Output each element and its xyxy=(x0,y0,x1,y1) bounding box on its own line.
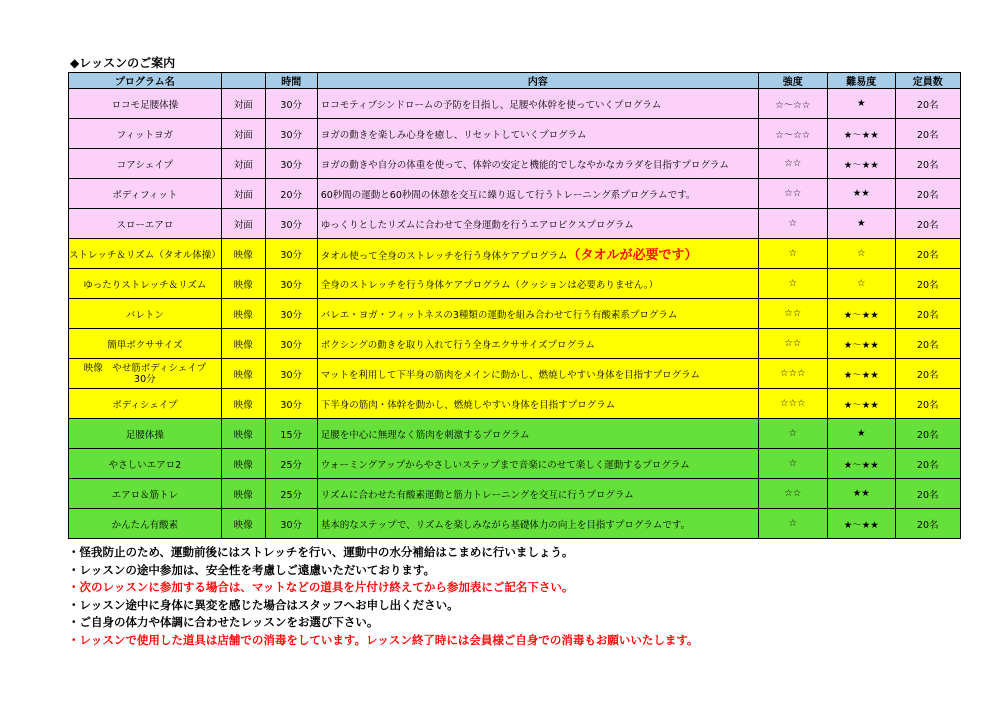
lesson-content-text: 全身のストレッチを行う身体ケアプログラム（クッションは必要ありません。） xyxy=(320,279,659,291)
lesson-difficulty: ★ xyxy=(827,89,895,119)
lesson-content xyxy=(317,269,758,299)
lesson-difficulty: ★★ xyxy=(827,479,895,509)
lesson-content-text: 下半身の筋肉・体幹を動かし、燃焼しやすい身体を目指すプログラム xyxy=(320,399,616,411)
table-row xyxy=(69,329,961,359)
lesson-time: 30分 xyxy=(265,119,317,149)
lesson-type: 対面 xyxy=(221,179,265,209)
lesson-content xyxy=(317,149,758,179)
lesson-intensity: ☆☆☆ xyxy=(758,359,827,389)
lesson-difficulty: ★～★★ xyxy=(827,329,895,359)
lesson-difficulty: ★★ xyxy=(827,179,895,209)
lesson-content xyxy=(317,89,758,119)
lesson-intensity: ☆ xyxy=(758,449,827,479)
lesson-difficulty: ★～★★ xyxy=(827,449,895,479)
program-name: バレトン xyxy=(69,299,222,329)
table-row xyxy=(69,389,961,419)
table-row xyxy=(69,449,961,479)
program-name: フィットヨガ xyxy=(69,119,222,149)
note-item: ・次のレッスンに参加する場合は、マットなどの道具を片付け終えてから参加表にご記名下さい。 xyxy=(68,580,574,594)
program-name: ロコモ足腰体操 xyxy=(69,89,222,119)
lesson-content-text: マットを利用して下半身の筋肉をメインに動かし、燃焼しやすい身体を目指すプログラム xyxy=(320,369,701,381)
lesson-capacity: 20名 xyxy=(895,329,960,359)
page-title: ◆レッスンのご案内 xyxy=(70,56,176,70)
program-name: 足腰体操 xyxy=(69,419,222,449)
lesson-content-text: タオル使って全身のストレッチを行う身体ケアプログラム xyxy=(320,251,568,262)
lesson-capacity: 20名 xyxy=(895,119,960,149)
note-item: ・レッスン途中に身体に異変を感じた場合はスタッフへお申し出ください。 xyxy=(68,597,459,612)
lesson-content xyxy=(317,299,758,329)
header-content: 内容 xyxy=(317,73,758,89)
lesson-type: 対面 xyxy=(221,119,265,149)
lesson-intensity: ☆☆ xyxy=(758,149,827,179)
lesson-content xyxy=(317,239,758,269)
lesson-capacity: 20名 xyxy=(895,89,960,119)
notes-list xyxy=(68,544,698,649)
lesson-difficulty: ★～★★ xyxy=(827,149,895,179)
table-row xyxy=(69,209,961,239)
program-name: 簡単ボクササイズ xyxy=(69,329,222,359)
lesson-time: 30分 xyxy=(265,389,317,419)
lesson-type: 対面 xyxy=(221,149,265,179)
note-item: ・怪我防止のため、運動前後にはストレッチを行い、運動中の水分補給はこまめに行いましょう。 xyxy=(68,545,574,559)
program-name: ゆったりストレッチ＆リズム xyxy=(69,269,222,299)
lesson-content-text: ウォーミングアップからやさしいステップまで音楽にのせて楽しく運動するプログラム xyxy=(320,459,690,471)
lesson-content-text: 基本的なステップで、リズムを楽しみながら基礎体力の向上を目指すプログラムです。 xyxy=(320,519,691,531)
lesson-intensity: ☆ xyxy=(758,269,827,299)
lesson-capacity: 20名 xyxy=(895,209,960,239)
table-row xyxy=(69,299,961,329)
lesson-difficulty: ★ xyxy=(827,419,895,449)
lesson-time: 30分 xyxy=(265,89,317,119)
lesson-type: 映像 xyxy=(221,509,265,539)
note-item: ・レッスンの途中参加は、安全性を考慮しご遠慮いただいております。 xyxy=(68,562,435,577)
lesson-type: 映像 xyxy=(221,389,265,419)
table-row xyxy=(69,509,961,539)
lesson-type: 映像 xyxy=(221,359,265,389)
program-name: やさしいエアロ2 xyxy=(69,449,222,479)
header-intensity: 強度 xyxy=(758,73,827,89)
program-name-line1: 映像 やせ筋ボディシェイプ xyxy=(83,362,206,374)
lesson-content-text: リズムに合わせた有酸素運動と筋力トレーニングを交互に行うプログラム xyxy=(320,489,634,501)
lesson-capacity: 20名 xyxy=(895,479,960,509)
lesson-time: 30分 xyxy=(265,359,317,389)
header-time: 時間 xyxy=(265,73,317,89)
lesson-intensity: ☆～☆☆ xyxy=(758,89,827,119)
table-row xyxy=(69,89,961,119)
table-row xyxy=(69,479,961,509)
table-row xyxy=(69,269,961,299)
lesson-type: 映像 xyxy=(221,479,265,509)
lesson-content xyxy=(317,449,758,479)
note-item: ・ご自身の体力や体調に合わせたレッスンをお選び下さい。 xyxy=(68,615,379,629)
table-row xyxy=(69,419,961,449)
lesson-content xyxy=(317,119,758,149)
lesson-type: 対面 xyxy=(221,89,265,119)
lesson-intensity: ☆☆☆ xyxy=(758,389,827,419)
header-type xyxy=(221,73,265,89)
table-row xyxy=(69,119,961,149)
lesson-content xyxy=(317,389,758,419)
lesson-time: 15分 xyxy=(265,419,317,449)
lesson-capacity: 20名 xyxy=(895,389,960,419)
lesson-capacity: 20名 xyxy=(895,149,960,179)
program-name-line2: 30分 xyxy=(134,373,156,385)
lesson-content-text: バレエ・ヨガ・フィットネスの3種類の運動を組み合わせて行う有酸素系プログラム xyxy=(320,309,678,321)
lesson-intensity: ☆ xyxy=(758,209,827,239)
lesson-time: 30分 xyxy=(265,329,317,359)
lesson-content-text: 60秒間の運動と60秒間の休憩を交互に繰り返して行うトレーニング系プログラムです。 xyxy=(320,189,696,201)
lesson-content-text: 足腰を中心に無理なく筋肉を刺激するプログラム xyxy=(320,429,530,441)
lesson-content-text: ヨガの動きや自分の体重を使って、体幹の安定と機能的でしなやかなカラダを目指すプログラム xyxy=(320,159,729,171)
lesson-content-text: ロコモティブシンドロームの予防を目指し、足腰や体幹を使っていくプログラム xyxy=(320,99,662,111)
lesson-time: 30分 xyxy=(265,149,317,179)
program-name: ストレッチ＆リズム（タオル体操） xyxy=(69,239,222,269)
lesson-intensity: ☆ xyxy=(758,419,827,449)
lesson-capacity: 20名 xyxy=(895,359,960,389)
lesson-difficulty: ☆ xyxy=(827,239,895,269)
lesson-difficulty: ★ xyxy=(827,209,895,239)
note-item: ・レッスンで使用した道具は店舗での消毒をしています。レッスン終了時には会員様ご自身での消毒もお願いいたします。 xyxy=(68,632,699,647)
lesson-time: 30分 xyxy=(265,299,317,329)
lesson-capacity: 20名 xyxy=(895,239,960,269)
header-capacity: 定員数 xyxy=(895,73,960,89)
lesson-type: 映像 xyxy=(221,329,265,359)
lesson-type: 映像 xyxy=(221,299,265,329)
lesson-type: 映像 xyxy=(221,239,265,269)
table-header-row xyxy=(69,73,961,89)
lesson-time: 30分 xyxy=(265,509,317,539)
lesson-capacity: 20名 xyxy=(895,269,960,299)
lesson-content xyxy=(317,209,758,239)
lesson-table-body xyxy=(69,89,961,539)
lesson-capacity: 20名 xyxy=(895,299,960,329)
lesson-difficulty: ★～★★ xyxy=(827,359,895,389)
program-name xyxy=(69,359,222,389)
lesson-difficulty: ★～★★ xyxy=(827,299,895,329)
lesson-time: 20分 xyxy=(265,179,317,209)
lesson-intensity: ☆☆ xyxy=(758,329,827,359)
lesson-intensity: ☆～☆☆ xyxy=(758,119,827,149)
lesson-time: 25分 xyxy=(265,449,317,479)
lesson-content xyxy=(317,179,758,209)
header-program: プログラム名 xyxy=(69,73,222,89)
lesson-content xyxy=(317,509,758,539)
lesson-time: 30分 xyxy=(265,239,317,269)
lesson-intensity: ☆☆ xyxy=(758,479,827,509)
lesson-capacity: 20名 xyxy=(895,419,960,449)
lesson-content xyxy=(317,479,758,509)
program-name: コアシェイプ xyxy=(69,149,222,179)
lesson-content-text: ボクシングの動きを取り入れて行う全身エクササイズプログラム xyxy=(320,339,595,351)
header-difficulty: 難易度 xyxy=(827,73,895,89)
lesson-content xyxy=(317,359,758,389)
lesson-intensity: ☆☆ xyxy=(758,299,827,329)
table-row xyxy=(69,179,961,209)
lesson-type: 映像 xyxy=(221,449,265,479)
lesson-type: 対面 xyxy=(221,209,265,239)
table-row xyxy=(69,239,961,269)
lesson-content xyxy=(317,419,758,449)
program-name: ボディフィット xyxy=(69,179,222,209)
program-name: ボディシェイプ xyxy=(69,389,222,419)
lesson-capacity: 20名 xyxy=(895,449,960,479)
lesson-capacity: 20名 xyxy=(895,509,960,539)
lesson-type: 映像 xyxy=(221,419,265,449)
lesson-content-text: ヨガの動きを楽しみ心身を癒し、リセットしていくプログラム xyxy=(320,129,587,141)
lesson-content xyxy=(317,329,758,359)
lesson-type: 映像 xyxy=(221,269,265,299)
program-name: エアロ＆筋トレ xyxy=(69,479,222,509)
lesson-capacity: 20名 xyxy=(895,179,960,209)
lesson-table xyxy=(68,72,961,539)
lesson-intensity: ☆ xyxy=(758,509,827,539)
lesson-difficulty: ☆ xyxy=(827,269,895,299)
program-name: スローエアロ xyxy=(69,209,222,239)
lesson-intensity: ☆ xyxy=(758,239,827,269)
lesson-intensity: ☆☆ xyxy=(758,179,827,209)
lesson-time: 25分 xyxy=(265,479,317,509)
lesson-difficulty: ★～★★ xyxy=(827,119,895,149)
lesson-content-text: ゆっくりとしたリズムに合わせて全身運動を行うエアロビクスプログラム xyxy=(320,219,634,231)
table-row xyxy=(69,359,961,389)
lesson-content-note: （タオルが必要です） xyxy=(567,248,698,263)
table-row xyxy=(69,149,961,179)
lesson-time: 30分 xyxy=(265,269,317,299)
lesson-difficulty: ★～★★ xyxy=(827,389,895,419)
lesson-difficulty: ★～★★ xyxy=(827,509,895,539)
program-name: かんたん有酸素 xyxy=(69,509,222,539)
lesson-time: 30分 xyxy=(265,209,317,239)
